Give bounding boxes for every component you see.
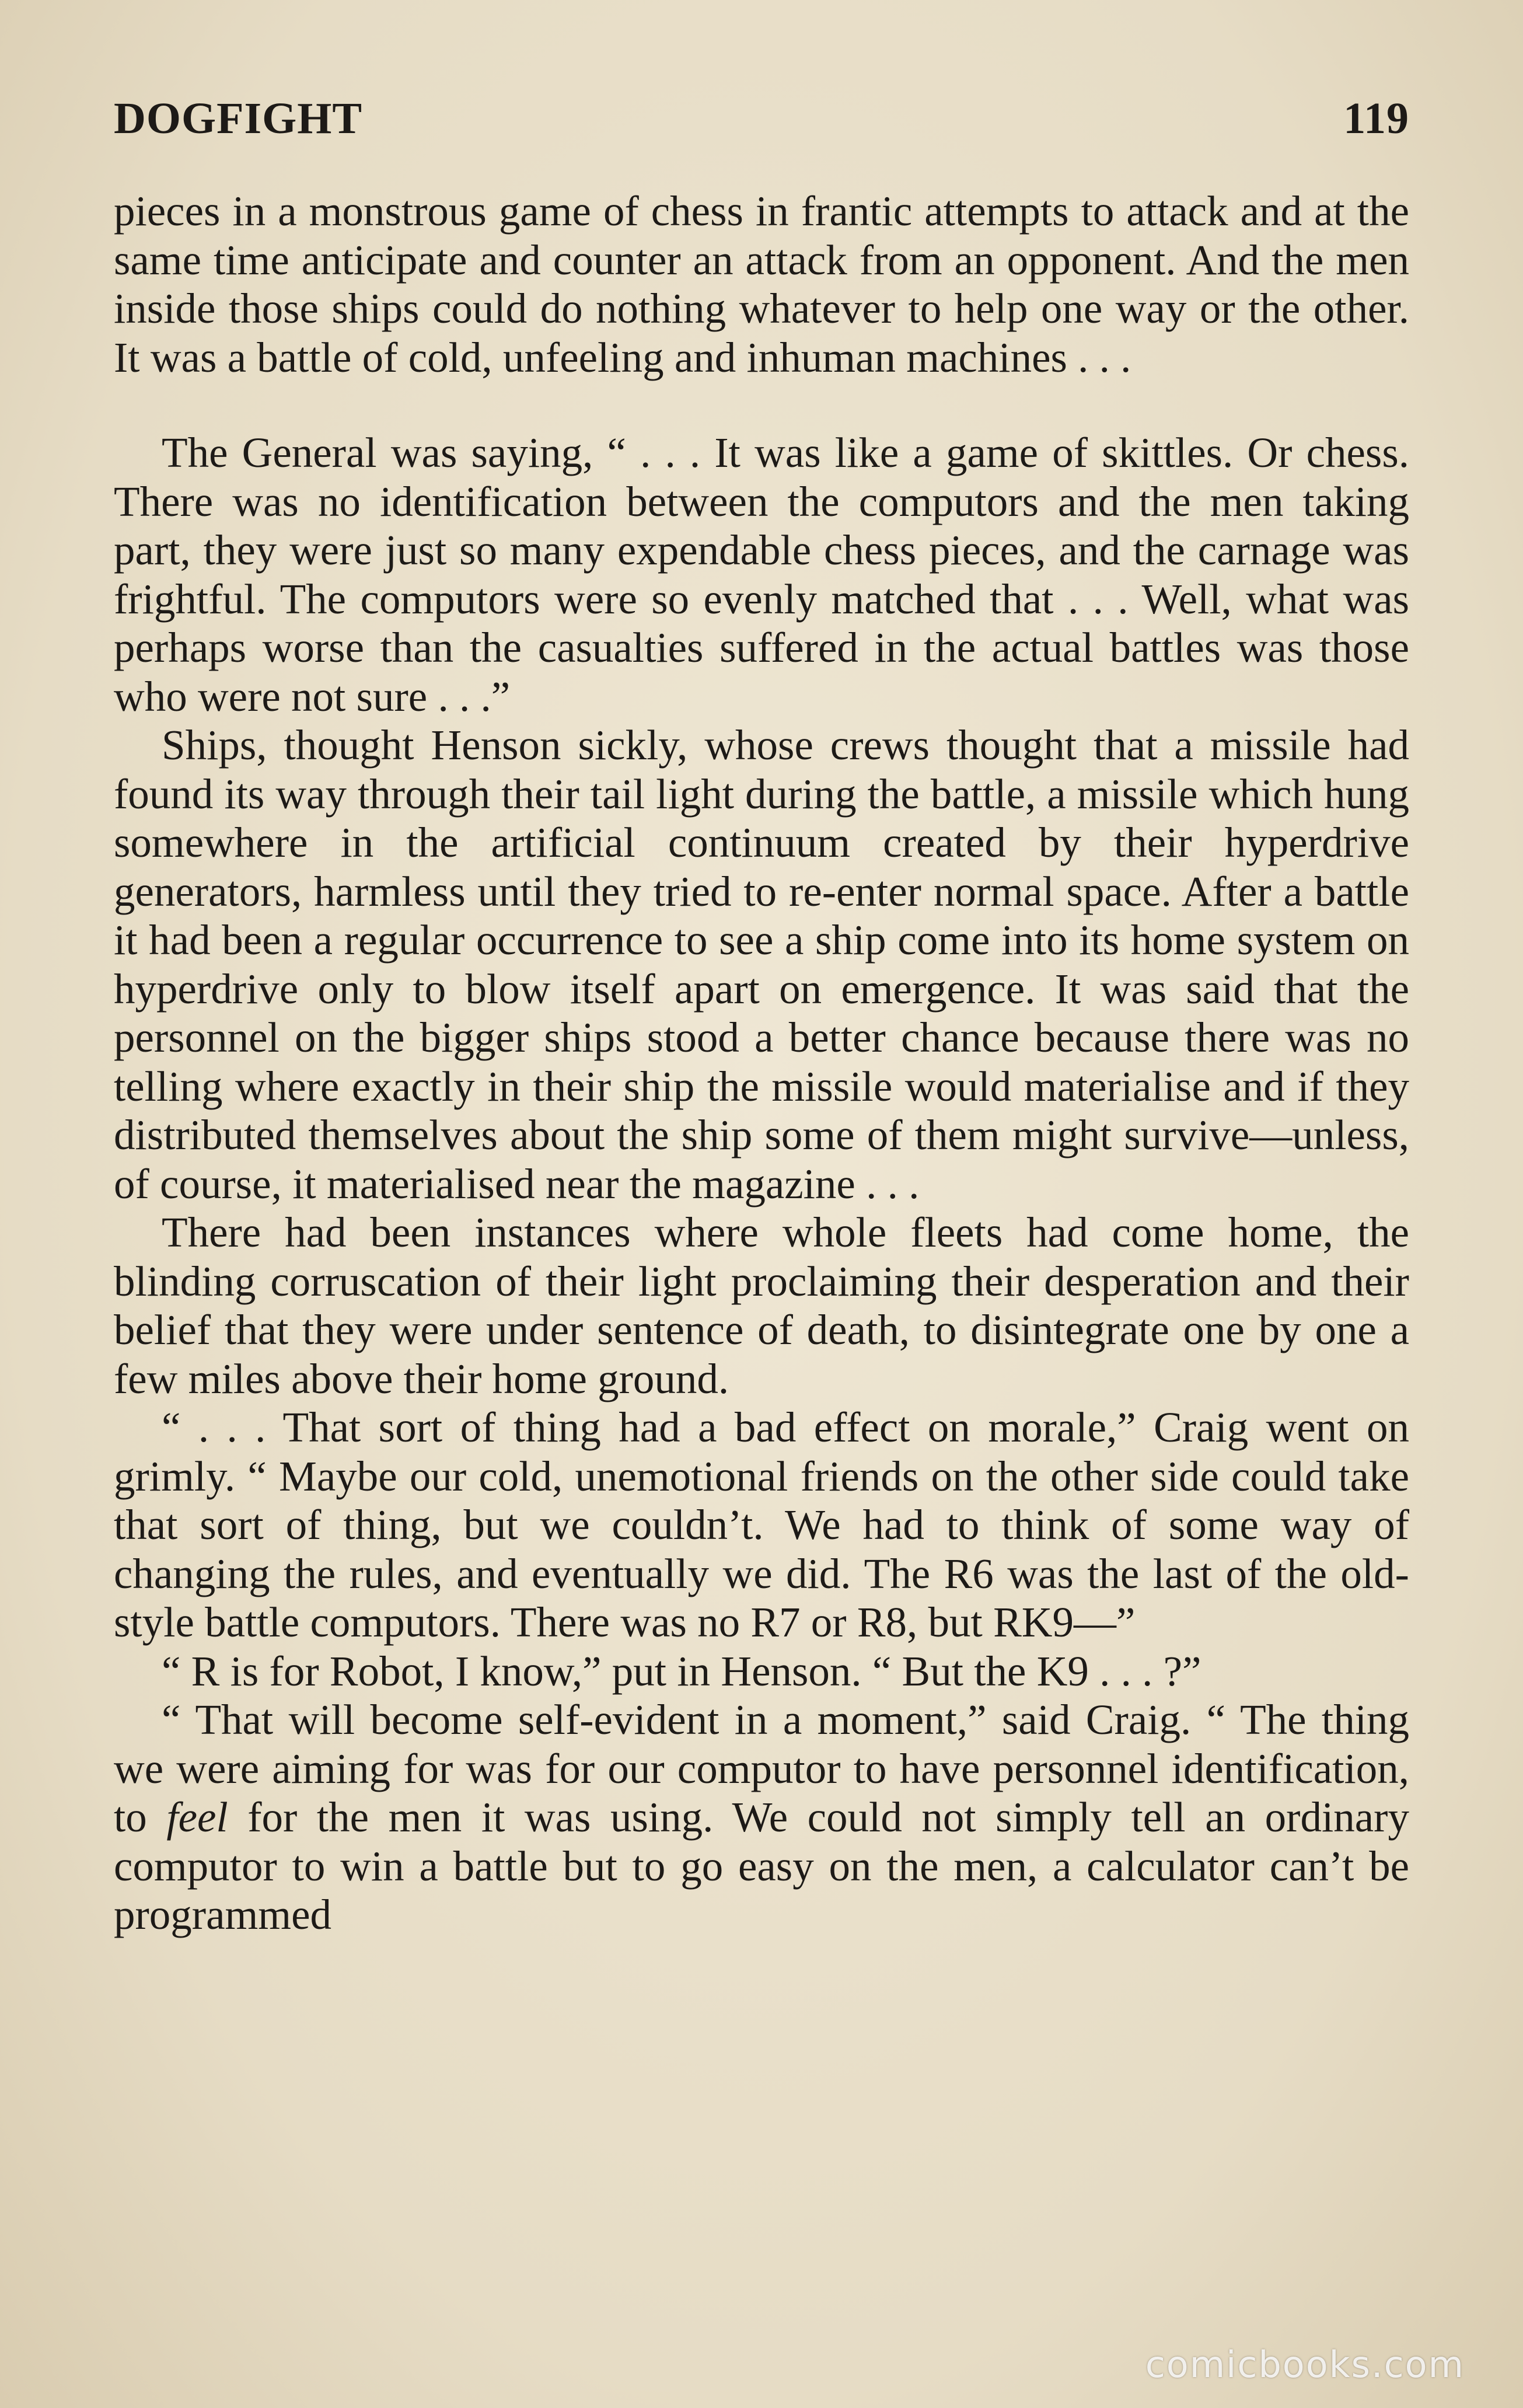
paragraph: “ R is for Robot, I know,” put in Henson. “ But the K9 . . . ?” [162, 1647, 1201, 1695]
paragraph: Ships, thought Henson sickly, whose crews thought that a missile had found its way through their tail light during the battle, a missile which hung somewhere in the artificial continuum created by their hyperdrive generators, harmless until they tried to re-enter normal space. After a battle it had been a regular occurrence to see a ship come into its home system on hyperdrive only to blow itself apart on emergence. It was said that the personnel on the bigger ships stood a better chance because there was no telling where exactly in their ship the missile would materialise and if they distributed themselves about the ship some of them might survive—unless, of course, it materialised near the magazine . . . [114, 721, 1409, 1208]
book-page [114, 93, 1409, 1939]
paragraph: “ . . . That sort of thing had a bad effect on morale,” Craig went on grimly. “ Maybe our cold, unemotional friends on the other side could take that sort of thing, but we couldn’t. We had to think of some way of changing the rules, and eventually we did. The R6 was the last of the old-style battle computors. There was no R7 or R8, but RK9—” [114, 1404, 1409, 1646]
chapter-title: DOGFIGHT [114, 94, 363, 143]
paragraph-final [114, 1695, 1409, 1939]
text-run: for the men it was using. We could not simply tell an ordinary computor to win a battle but to go easy on the men, a calculator can’t be programmed [114, 1793, 1409, 1938]
emphasis: feel [166, 1793, 228, 1841]
text-run: “ That will become self-evident in a moment,” said Craig. “ The thing we were aiming for was for our computor to have personnel identification, to [114, 1696, 1409, 1841]
paragraph: pieces in a monstrous game of chess in frantic attempts to attack and at the same time anticipate and counter an attack from an opponent. And the men inside those ships could do nothing whatever to help one way or the other. It was a battle of cold, unfeeling and inhuman machines . . . [114, 187, 1409, 381]
page-number: 119 [1343, 94, 1409, 143]
watermark: comicbooks.com [1145, 2343, 1465, 2386]
paragraph: There had been instances where whole fleets had come home, the blinding corruscation of their light proclaiming their desperation and their belief that they were under sentence of death, to disintegrate one by one a few miles above their home ground. [114, 1209, 1409, 1402]
paragraph: The General was saying, “ . . . It was like a game of skittles. Or chess. There was no identification between the computors and the men taking part, they were just so many expendable chess pieces, and the carnage was frightful. The computors were so evenly matched that . . . Well, what was perhaps worse than the casualties suffered in the actual battles was those who were not sure . . .” [114, 429, 1409, 720]
running-head [114, 93, 1409, 163]
body-text [114, 187, 1409, 1939]
